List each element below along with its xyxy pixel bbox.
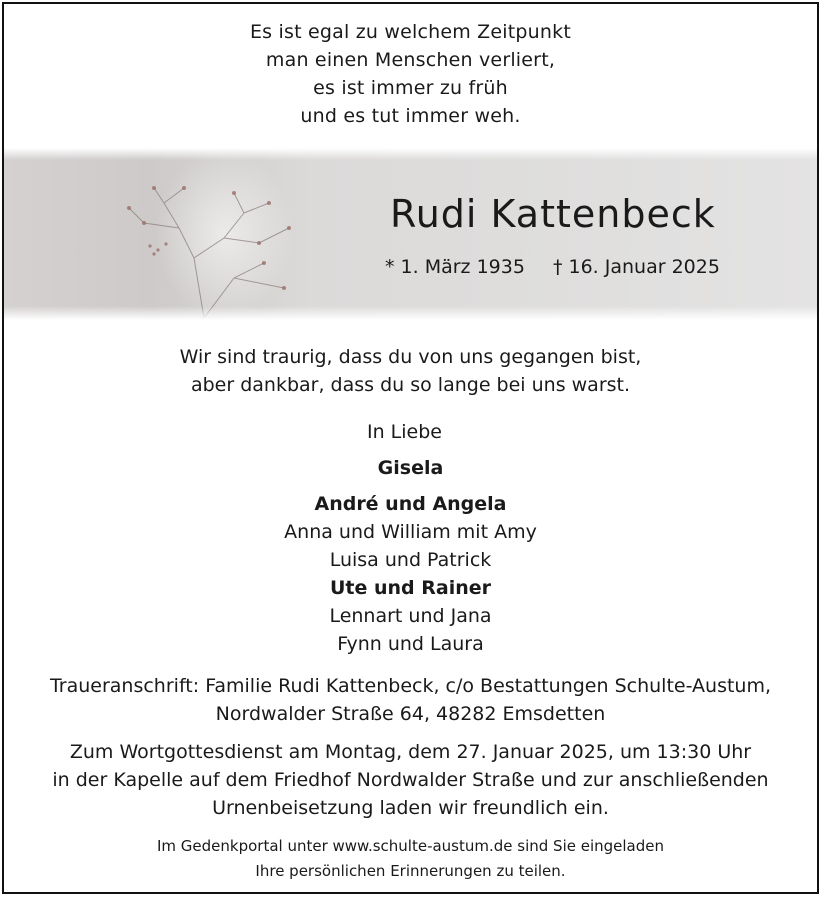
- service-line: Urnenbeisetzung laden wir freundlich ein.: [212, 797, 609, 819]
- mourning-address: [4, 672, 817, 728]
- message-line: aber dankbar, dass du so lange bei uns warst.: [190, 374, 631, 396]
- dried-flower-image: [84, 168, 324, 318]
- deceased-name: Rudi Kattenbeck: [390, 192, 716, 236]
- poem-line: es ist immer zu früh: [313, 77, 508, 99]
- group-member: Anna und William mit Amy: [284, 521, 537, 543]
- portal-line: Im Gedenkportal unter www.schulte-austum.de sind Sie eingeladen: [156, 837, 665, 855]
- poem-line: man einen Menschen verliert,: [265, 49, 556, 71]
- poem-line: und es tut immer weh.: [300, 105, 521, 127]
- address-line: Traueranschrift: Familie Rudi Kattenbeck, c/o Bestattungen Schulte-Austum,: [49, 675, 772, 697]
- family-group-2: [4, 574, 817, 658]
- service-line: in der Kapelle auf dem Friedhof Nordwalder Straße und zur anschließenden: [52, 769, 769, 791]
- birth-date: * 1. März 1935: [385, 256, 525, 278]
- obituary-notice: [2, 2, 819, 894]
- message-line: Wir sind traurig, dass du von uns gegangen bist,: [179, 346, 642, 368]
- life-dates: [385, 256, 720, 278]
- group-member: Fynn und Laura: [337, 633, 484, 655]
- poem-line: Es ist egal zu welchem Zeitpunkt: [249, 21, 572, 43]
- family-intro-wrap: [4, 418, 817, 446]
- service-line: Zum Wortgottesdienst am Montag, dem 27. Januar 2025, um 13:30 Uhr: [69, 741, 752, 763]
- group-head: André und Angela: [314, 493, 507, 515]
- group-member: Lennart und Jana: [329, 605, 492, 627]
- opening-poem: [4, 18, 817, 130]
- family-intro: In Liebe: [367, 421, 442, 443]
- spouse: Gisela: [377, 457, 444, 479]
- group-head: Ute und Rainer: [329, 577, 492, 599]
- family-group-1: [4, 490, 817, 574]
- address-line: Nordwalder Straße 64, 48282 Emsdetten: [215, 703, 606, 725]
- service-details: [4, 738, 817, 822]
- memorial-portal-note: [4, 834, 817, 884]
- portal-line: Ihre persönlichen Erinnerungen zu teilen.: [255, 862, 566, 880]
- death-date: † 16. Januar 2025: [552, 256, 720, 278]
- spouse-name: [4, 454, 817, 482]
- farewell-message: [4, 343, 817, 399]
- group-member: Luisa und Patrick: [329, 549, 492, 571]
